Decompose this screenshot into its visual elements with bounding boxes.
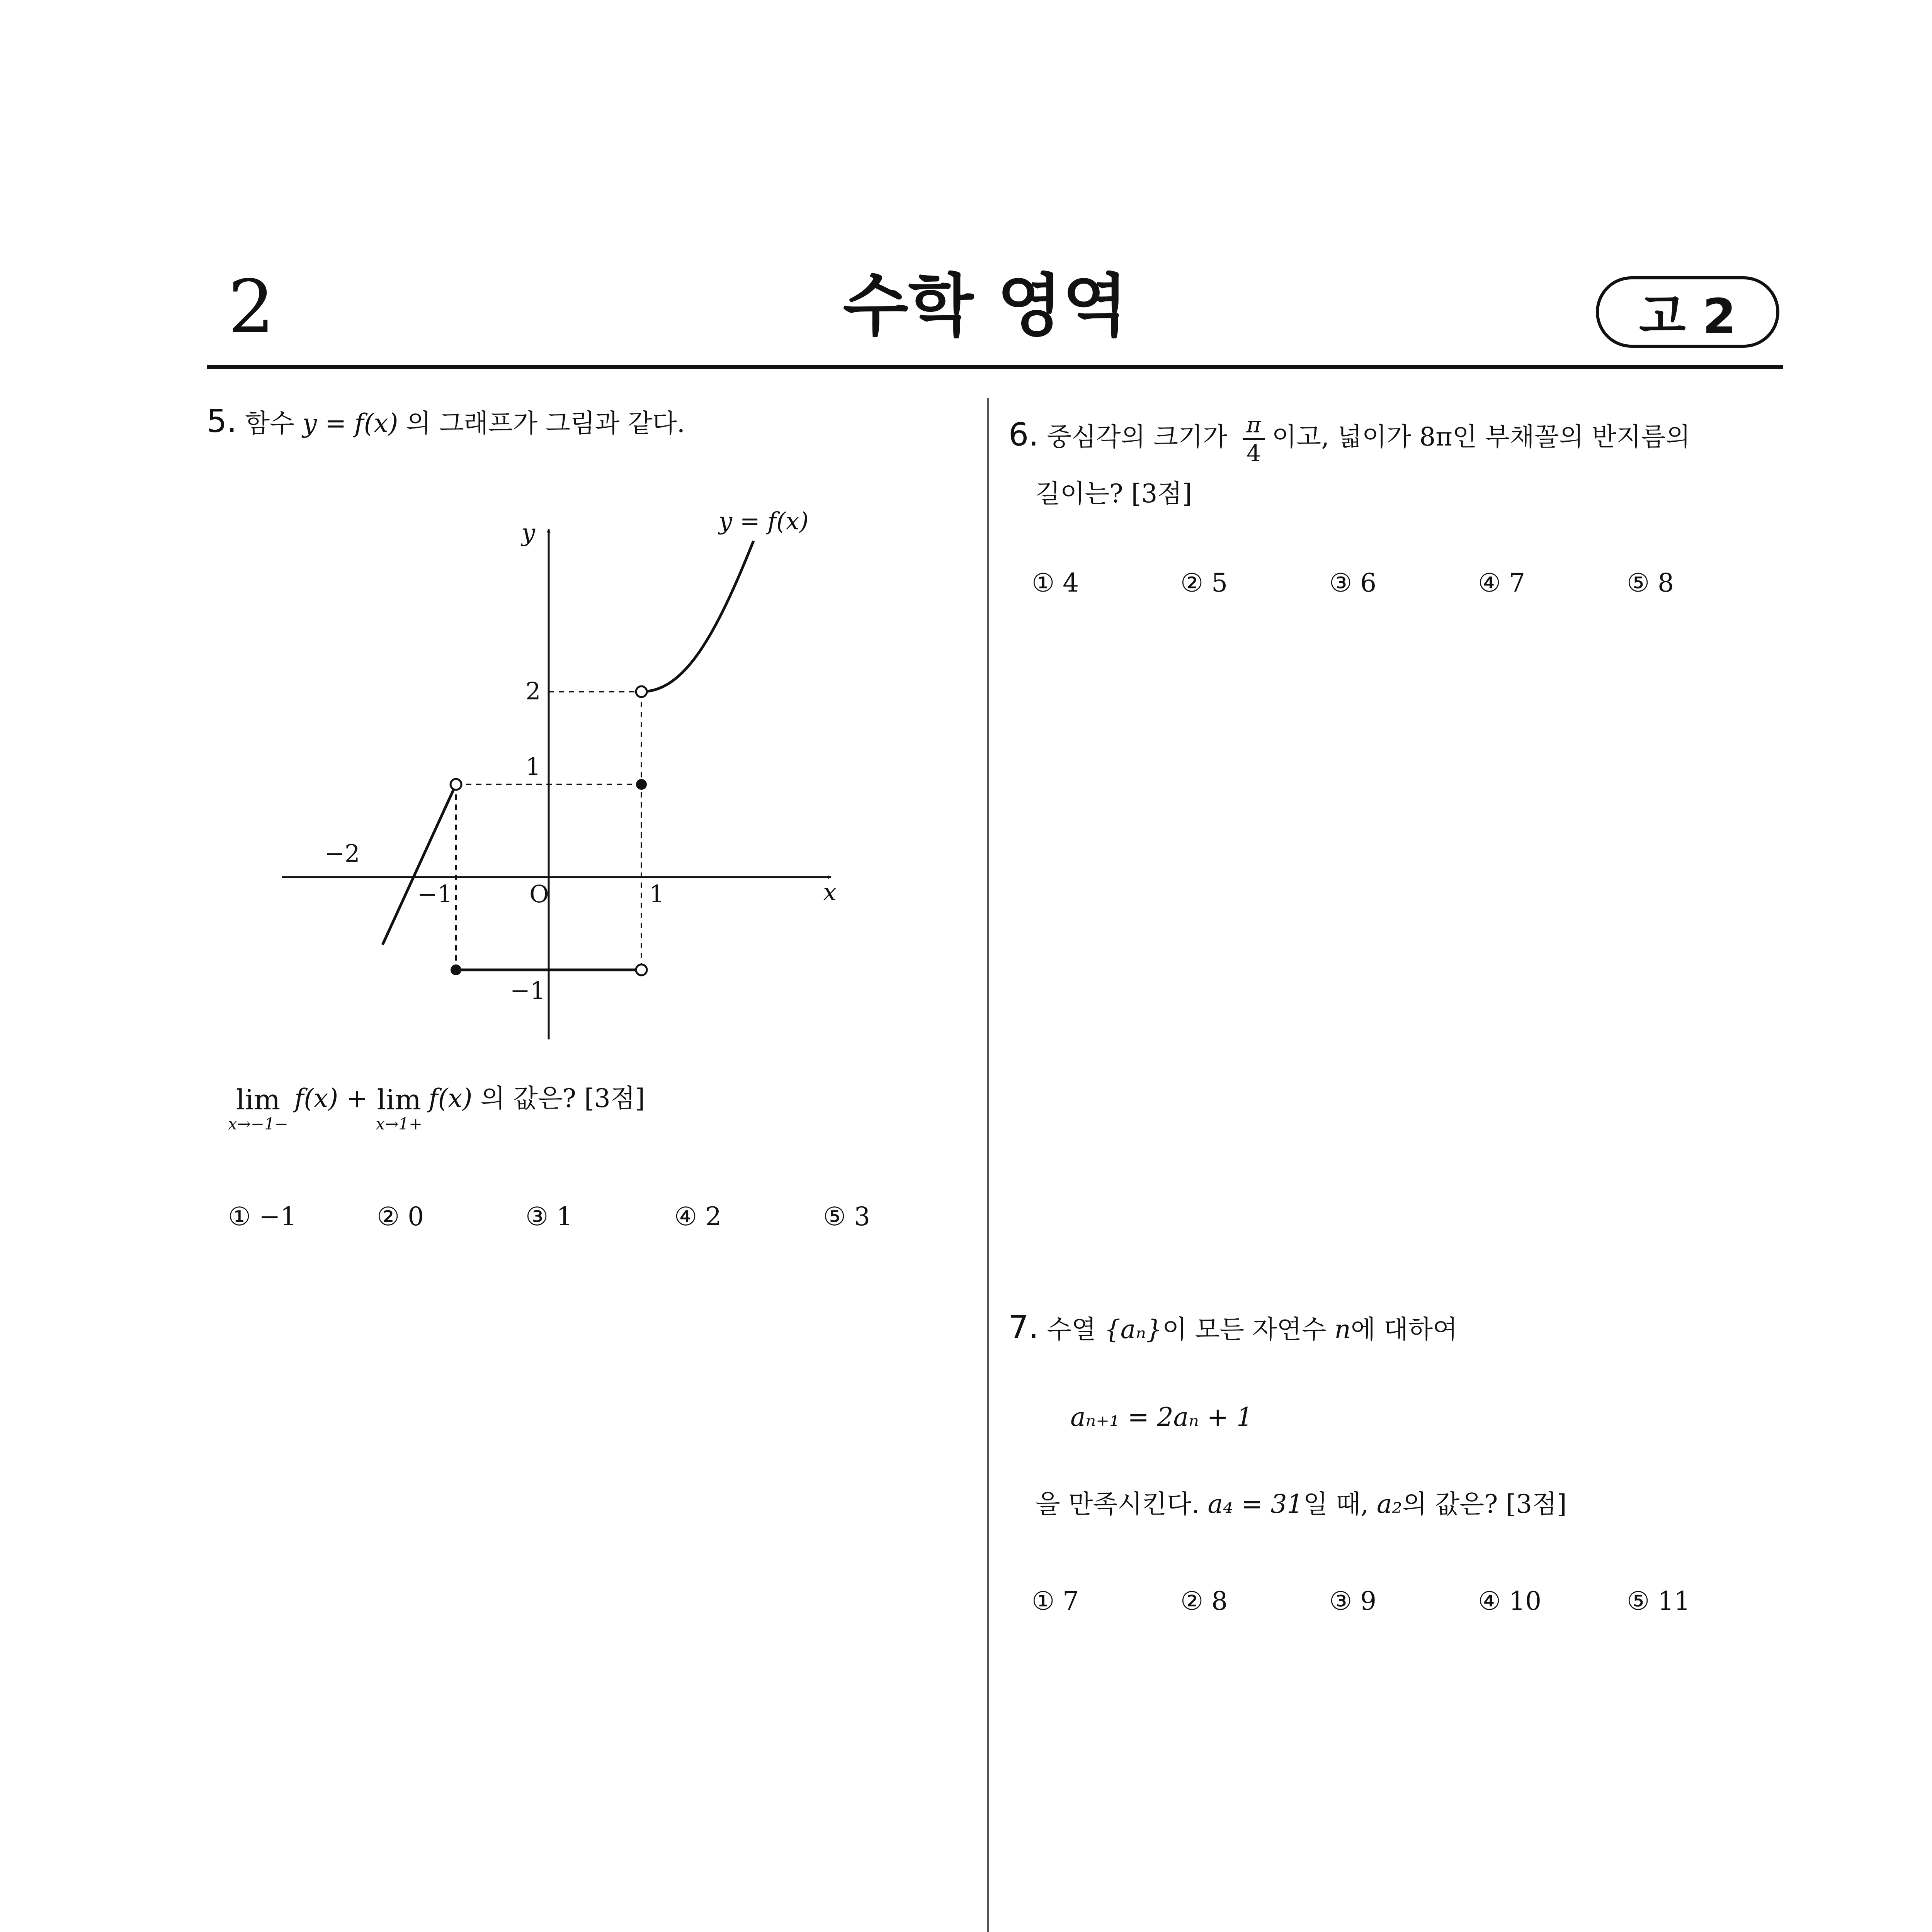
q7-choice-3[interactable]: ③ 9 <box>1329 1586 1377 1616</box>
q7-var-n: n <box>1334 1315 1351 1344</box>
y-axis-label: y <box>522 519 536 547</box>
q5-f1: f(x) <box>294 1083 338 1113</box>
curve-right <box>641 541 753 692</box>
closed-point <box>636 779 647 790</box>
segment-left <box>383 784 456 945</box>
q6-prompt-line2: 길이는? [3점] <box>1036 479 1192 509</box>
q7-target: a₂ <box>1377 1489 1402 1519</box>
q5-choices <box>228 1202 962 1236</box>
closed-point <box>451 964 461 975</box>
curve-label: y = f(x) <box>719 507 809 535</box>
tick-label-neg1-y: −1 <box>510 976 546 1005</box>
header-rule <box>207 365 1783 369</box>
q7-sequence: {aₙ} <box>1104 1315 1162 1344</box>
q5-text-a: 함수 <box>245 408 303 438</box>
open-point <box>451 779 461 790</box>
q7-formula: aₙ₊₁ = 2aₙ + 1 <box>1070 1402 1253 1432</box>
q6-number: 6. <box>1009 417 1039 453</box>
q5-plus: + <box>346 1083 368 1113</box>
q5-number: 5. <box>207 403 237 440</box>
q5-lim-1: lim x→−1− <box>228 1083 288 1133</box>
x-axis-label: x <box>823 878 837 906</box>
q7-choice-1[interactable]: ① 7 <box>1032 1586 1079 1616</box>
q5-text-b: 의 그래프가 그림과 같다. <box>398 408 685 438</box>
q7-text-a: 수열 <box>1039 1315 1104 1344</box>
q6-choice-2[interactable]: ② 5 <box>1180 568 1228 598</box>
q7-text-c: 에 대하여 <box>1350 1315 1458 1344</box>
q6-fraction: $\frac{\pi}{4}$ <box>1243 413 1265 464</box>
q6-choice-1[interactable]: ① 4 <box>1032 568 1079 598</box>
q6-choices <box>1032 568 1766 603</box>
q5-choice-3[interactable]: ③ 1 <box>526 1202 573 1231</box>
tick-label-1-y: 1 <box>526 752 541 781</box>
open-point <box>636 686 647 697</box>
origin-label: O <box>529 880 549 908</box>
page-number: 2 <box>228 264 275 350</box>
q6-text-b: 이고, 넓이가 8π인 부채꼴의 반지름의 <box>1272 422 1690 452</box>
column-divider <box>987 398 989 1932</box>
tick-label-neg2: −2 <box>325 839 360 867</box>
q5-question: 의 값은? [3점] <box>472 1083 645 1113</box>
q5-choice-5[interactable]: ⑤ 3 <box>823 1202 871 1231</box>
q7-prompt-line3: 을 만족시킨다. a₄ = 31일 때, a₂의 값은? [3점] <box>1036 1489 1567 1519</box>
open-point <box>636 964 647 975</box>
q6-choice-5[interactable]: ⑤ 8 <box>1627 568 1674 598</box>
q7-text-b: 이 모든 자연수 <box>1162 1315 1335 1344</box>
q5-choice-4[interactable]: ④ 2 <box>674 1202 722 1231</box>
q6-choice-3[interactable]: ③ 6 <box>1329 568 1377 598</box>
q7-choice-4[interactable]: ④ 10 <box>1478 1586 1542 1616</box>
q7-number: 7. <box>1009 1309 1039 1346</box>
q6-choice-4[interactable]: ④ 7 <box>1478 568 1526 598</box>
grade-badge <box>1596 276 1779 348</box>
q5-f2: f(x) <box>429 1083 473 1113</box>
q6-prompt <box>1009 413 1690 464</box>
q5-graph <box>267 491 885 1055</box>
q5-prompt <box>207 403 685 440</box>
q7-prompt <box>1009 1309 1458 1346</box>
q7-choices <box>1032 1586 1766 1621</box>
q5-lim-2: lim x→1+ <box>376 1083 423 1133</box>
q7-choice-5[interactable]: ⑤ 11 <box>1627 1586 1690 1616</box>
tick-label-1-x: 1 <box>649 880 665 908</box>
tick-label-2-y: 2 <box>526 677 541 705</box>
q7-choice-2[interactable]: ② 8 <box>1180 1586 1228 1616</box>
q5-choice-1[interactable]: ① −1 <box>228 1202 297 1231</box>
q5-func: y = f(x) <box>302 408 398 438</box>
grade-label: 고 2 <box>1639 288 1736 345</box>
q5-expression <box>228 1083 645 1133</box>
q5-choice-2[interactable]: ② 0 <box>377 1202 424 1231</box>
tick-label-neg1-x: −1 <box>417 880 453 908</box>
q7-condition: a₄ = 31 <box>1208 1489 1303 1519</box>
q6-text-a: 중심각의 크기가 <box>1039 422 1228 452</box>
subject-title: 수학 영역 <box>843 267 1128 345</box>
